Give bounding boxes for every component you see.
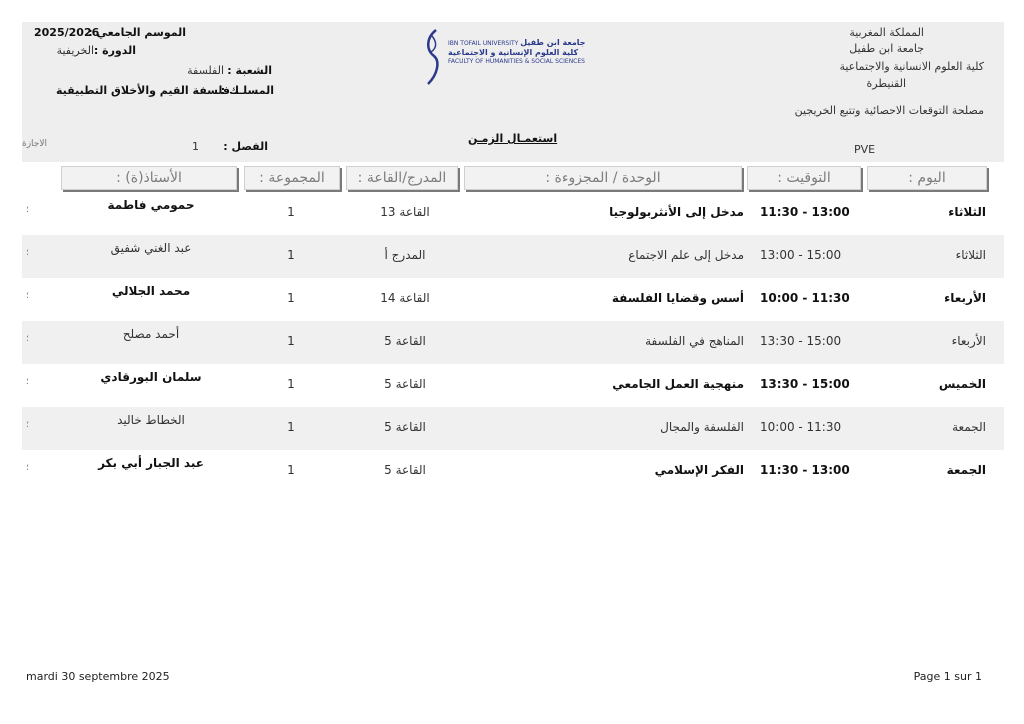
- row-unit: منهجية العمل الجامعي: [612, 377, 744, 391]
- column-header-professor: الأستاذ(ة) :: [61, 166, 237, 190]
- row-day: الأربعاء: [951, 334, 986, 348]
- semester-label: الفصل :: [223, 140, 268, 153]
- schedule-row: [22, 407, 1004, 450]
- faculty-name: كلية العلوم الانسانية والاجتماعية: [839, 60, 984, 73]
- semester-value: 1: [192, 140, 199, 153]
- footer-date: mardi 30 septembre 2025: [26, 670, 170, 683]
- degree-text: الاجازة: [22, 139, 48, 149]
- row-time: 10:00 - 11:30: [760, 291, 850, 305]
- column-header-time: التوقيت :: [747, 166, 861, 190]
- service-code: PVE: [854, 143, 876, 156]
- row-time: 13:30 - 15:00: [760, 334, 842, 348]
- column-header-unit: الوحدة / المجزوءة :: [464, 166, 742, 190]
- city-name: القنيطرة: [866, 77, 906, 90]
- season-value: 2025/2026: [34, 26, 100, 39]
- row-room: القاعة 5: [384, 463, 426, 477]
- row-professor: محمد الجلالي: [111, 284, 191, 298]
- row-time: 11:30 - 13:00: [760, 463, 850, 477]
- row-edge-mark: ؛: [26, 377, 29, 387]
- row-time: 11:30 - 13:00: [760, 205, 850, 219]
- row-edge-mark: ؛: [26, 463, 29, 473]
- logo-line1-ar: جامعة ابن طفيل: [520, 38, 586, 47]
- row-group: 1: [287, 377, 295, 391]
- row-unit: الفكر الإسلامي: [654, 463, 744, 477]
- row-day: الثلاثاء: [955, 248, 986, 262]
- row-time: 13:30 - 15:00: [760, 377, 850, 391]
- logo-line3-en: FACULTY OF HUMANITIES & SOCIAL SCIENCES: [448, 58, 585, 65]
- row-edge-mark: ؛: [26, 205, 29, 215]
- row-time: 13:00 - 15:00: [760, 248, 842, 262]
- branch-label: الشعبة :: [227, 64, 272, 77]
- row-day: الثلاثاء: [948, 205, 986, 219]
- row-group: 1: [287, 463, 295, 477]
- column-header-room: المدرج/القاعة :: [346, 166, 458, 190]
- document-title: استعمـال الزمـن: [468, 132, 558, 145]
- row-unit: مدخل إلى علم الاجتماع: [628, 248, 744, 262]
- schedule-row: [22, 192, 1004, 235]
- session-value: الخريفية: [56, 44, 94, 57]
- track-label: المسلـك :: [220, 84, 274, 97]
- row-edge-mark: ؛: [26, 334, 29, 344]
- row-professor: حمومي فاطمة: [107, 198, 195, 212]
- row-professor: عبد الجبار أبي بكر: [98, 456, 204, 470]
- row-group: 1: [287, 420, 295, 434]
- schedule-row: [22, 278, 1004, 321]
- season-label: الموسم الجامعي :: [88, 26, 186, 39]
- session-label: الدورة :: [93, 44, 136, 57]
- row-professor: عبد الغني شفيق: [110, 241, 192, 255]
- row-group: 1: [287, 205, 295, 219]
- logo-line1-en: IBN TOFAIL UNIVERSITY: [448, 40, 519, 47]
- kingdom-text: المملكة المغربية: [849, 26, 924, 39]
- branch-value: الفلسفة: [187, 64, 224, 77]
- row-room: القاعة 5: [384, 334, 426, 348]
- university-logo: [418, 26, 598, 90]
- row-edge-mark: ؛: [26, 420, 29, 430]
- row-room: القاعة 13: [380, 205, 430, 219]
- schedule-row: [22, 235, 1004, 278]
- row-professor: الخطاط خاليد: [117, 413, 185, 427]
- row-day: الجمعة: [952, 420, 986, 434]
- row-room: القاعة 5: [384, 377, 426, 391]
- row-unit: مدخل إلى الأنثربولوجيا: [609, 205, 744, 219]
- row-day: الأربعاء: [944, 291, 986, 305]
- row-time: 10:00 - 11:30: [760, 420, 842, 434]
- track-value: فلسفة القيم والأخلاق التطبيقية: [56, 84, 230, 97]
- row-professor: سلمان البورقادي: [100, 370, 202, 384]
- row-unit: المناهج في الفلسفة: [645, 334, 744, 348]
- row-room: المدرج أ: [384, 248, 426, 262]
- row-unit: الفلسفة والمجال: [660, 420, 744, 434]
- row-group: 1: [287, 334, 295, 348]
- schedule-row: [22, 321, 1004, 364]
- footer-page: Page 1 sur 1: [913, 670, 982, 683]
- row-unit: أسس وقضايا الفلسفة: [611, 291, 744, 305]
- row-day: الجمعة: [946, 463, 986, 477]
- row-room: القاعة 14: [380, 291, 430, 305]
- column-header-group: المجموعة :: [244, 166, 340, 190]
- row-edge-mark: ؛: [26, 291, 29, 301]
- university-emblem-icon: [422, 28, 442, 86]
- schedule-row: [22, 450, 1004, 493]
- university-name: جامعة ابن طفيل: [849, 42, 924, 55]
- logo-line2-ar: كلية العلوم الإنسانية و الاجتماعية: [448, 48, 579, 57]
- row-professor: أحمد مصلح: [122, 327, 180, 341]
- row-room: القاعة 5: [384, 420, 426, 434]
- service-name: مصلحة التوقعات الاحصائية وتتبع الخريجين: [794, 104, 984, 117]
- row-group: 1: [287, 248, 295, 262]
- row-edge-mark: ؛: [26, 248, 29, 258]
- row-day: الخميس: [938, 377, 986, 391]
- schedule-row: [22, 364, 1004, 407]
- row-group: 1: [287, 291, 295, 305]
- column-header-day: اليوم :: [867, 166, 987, 190]
